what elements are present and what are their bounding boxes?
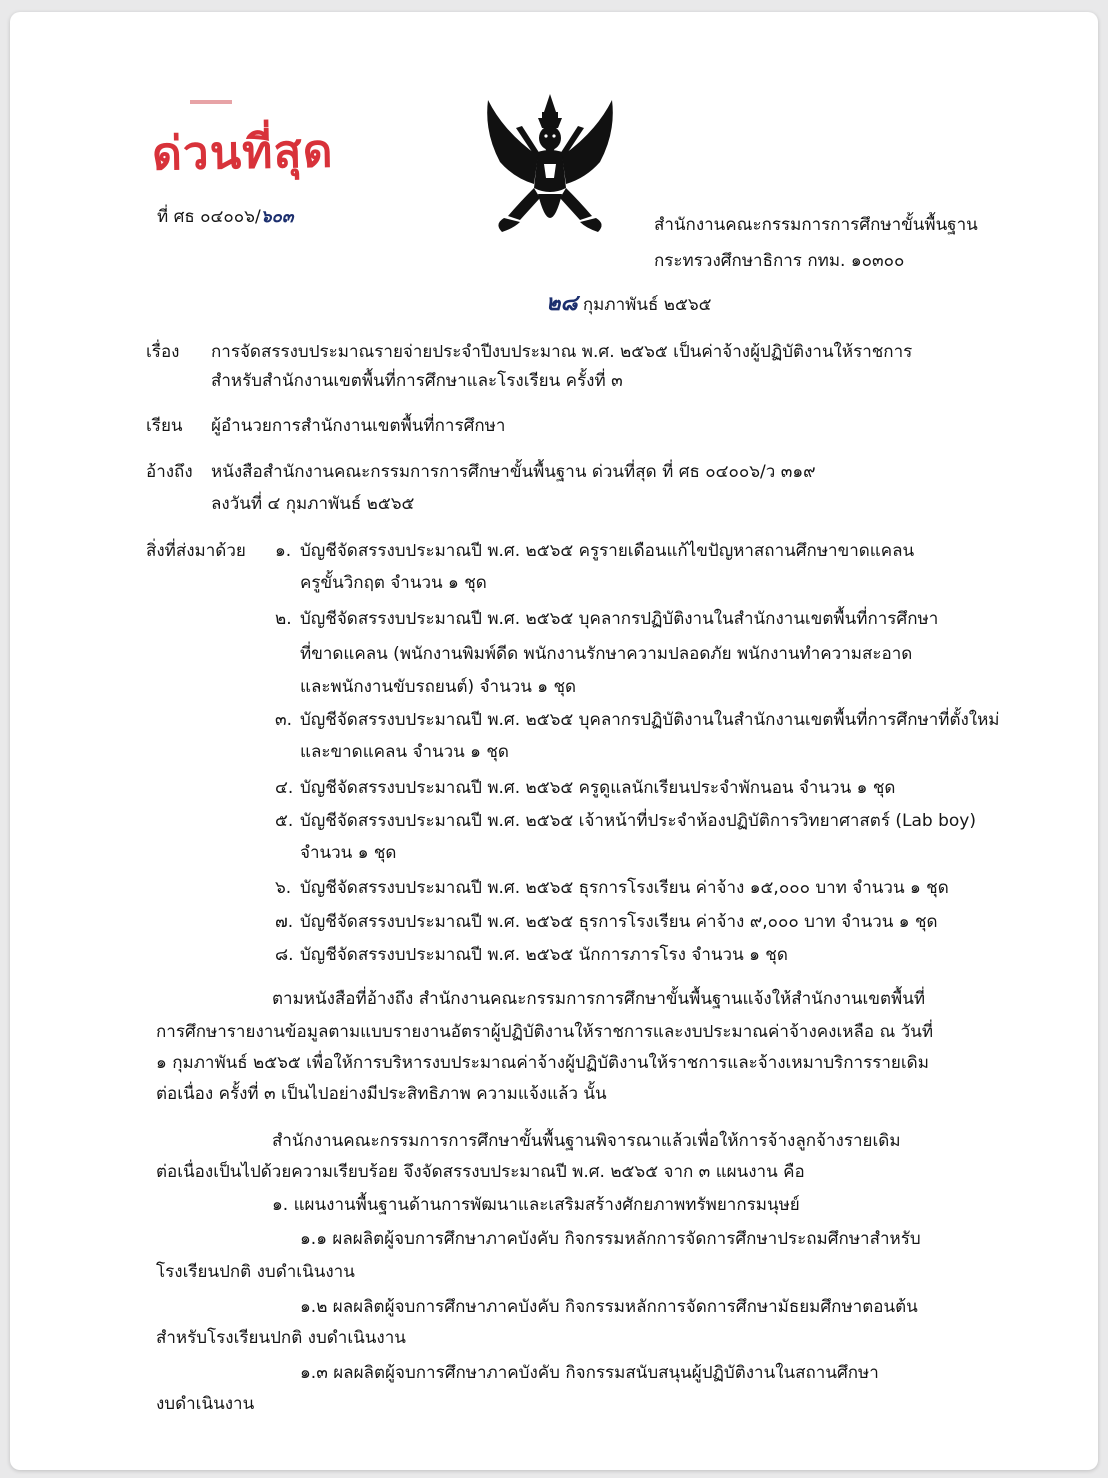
reference-number-handwritten: ๖๐๓	[260, 207, 294, 227]
organization-line-1: สำนักงานคณะกรรมการการศึกษาขั้นพื้นฐาน	[654, 215, 978, 235]
enclosure-line: บัญชีจัดสรรงบประมาณปี พ.ศ. ๒๕๖๕ ครูดูแลนักเรียนประจำพักนอน จำนวน ๑ ชุด	[300, 778, 896, 798]
enclosure-line: บัญชีจัดสรรงบประมาณปี พ.ศ. ๒๕๖๕ บุคลากรปฏิบัติงานในสำนักงานเขตพื้นที่การศึกษาที่ตั้งใหม่	[300, 710, 1000, 730]
enclosure-number: ๕.	[275, 811, 294, 831]
plan-sub-item-line: ๑.๒ ผลผลิตผู้จบการศึกษาภาคบังคับ กิจกรรมหลักการจัดการศึกษามัธยมศึกษาตอนต้น	[300, 1297, 918, 1317]
plan-sub-item-line: โรงเรียนปกติ งบดำเนินงาน	[156, 1262, 355, 1282]
enclosure-line: จำนวน ๑ ชุด	[300, 843, 397, 863]
subject-line-2: สำหรับสำนักงานเขตพื้นที่การศึกษาและโรงเรียน ครั้งที่ ๓	[211, 371, 623, 391]
body-paragraph-1-line: การศึกษารายงานข้อมูลตามแบบรายงานอัตราผู้ปฏิบัติงานให้ราชการและงบประมาณค่าจ้างคงเหลือ ณ วันที่	[156, 1022, 934, 1042]
date-day-handwritten: ๒๘	[546, 290, 578, 316]
recipient-label: เรียน	[146, 416, 183, 436]
plan-sub-item-line: สำหรับโรงเรียนปกติ งบดำเนินงาน	[156, 1328, 406, 1348]
reference-line-2: ลงวันที่ ๔ กุมภาพันธ์ ๒๕๖๕	[211, 494, 415, 514]
document-date	[546, 292, 711, 316]
reference-line-1: หนังสือสำนักงานคณะกรรมการการศึกษาขั้นพื้นฐาน ด่วนที่สุด ที่ ศธ ๐๔๐๐๖/ว ๓๑๙	[211, 462, 816, 482]
enclosure-line: บัญชีจัดสรรงบประมาณปี พ.ศ. ๒๕๖๕ ธุรการโรงเรียน ค่าจ้าง ๙,๐๐๐ บาท จำนวน ๑ ชุด	[300, 912, 938, 932]
body-paragraph-2-line: สำนักงานคณะกรรมการการศึกษาขั้นพื้นฐานพิจารณาแล้วเพื่อให้การจ้างลูกจ้างรายเดิม	[272, 1131, 901, 1151]
reference-number	[157, 206, 294, 228]
plan-sub-item-line: ๑.๑ ผลผลิตผู้จบการศึกษาภาคบังคับ กิจกรรมหลักการจัดการศึกษาประถมศึกษาสำหรับ	[300, 1229, 921, 1249]
reference-label: อ้างถึง	[146, 462, 193, 482]
enclosure-line: ครูขั้นวิกฤต จำนวน ๑ ชุด	[300, 573, 487, 593]
urgency-stamp-mark	[190, 100, 232, 104]
enclosure-number: ๖.	[275, 878, 292, 898]
enclosure-line: และพนักงานขับรถยนต์) จำนวน ๑ ชุด	[300, 677, 577, 697]
recipient-text: ผู้อำนวยการสำนักงานเขตพื้นที่การศึกษา	[211, 416, 506, 436]
plan-sub-item-line: ๑.๓ ผลผลิตผู้จบการศึกษาภาคบังคับ กิจกรรมสนับสนุนผู้ปฏิบัติงานในสถานศึกษา	[300, 1363, 879, 1383]
plan-heading: ๑. แผนงานพื้นฐานด้านการพัฒนาและเสริมสร้างศักยภาพทรัพยากรมนุษย์	[272, 1195, 800, 1215]
enclosure-number: ๒.	[275, 609, 292, 629]
enclosures-label: สิ่งที่ส่งมาด้วย	[146, 541, 246, 561]
garuda-emblem-icon	[474, 92, 626, 248]
subject-line-1: การจัดสรรงบประมาณรายจ่ายประจำปีงบประมาณ พ.ศ. ๒๕๖๕ เป็นค่าจ้างผู้ปฏิบัติงานให้ราชการ	[211, 342, 913, 362]
enclosure-line: บัญชีจัดสรรงบประมาณปี พ.ศ. ๒๕๖๕ นักการภารโรง จำนวน ๑ ชุด	[300, 945, 788, 965]
enclosure-line: และขาดแคลน จำนวน ๑ ชุด	[300, 742, 509, 762]
urgency-stamp: ด่วนที่สุด	[151, 123, 334, 181]
body-paragraph-1-line: ตามหนังสือที่อ้างถึง สำนักงานคณะกรรมการการศึกษาขั้นพื้นฐานแจ้งให้สำนักงานเขตพื้นที่	[272, 989, 926, 1009]
body-paragraph-1-line: ต่อเนื่อง ครั้งที่ ๓ เป็นไปอย่างมีประสิทธิภาพ ความแจ้งแล้ว นั้น	[156, 1084, 607, 1104]
reference-prefix: ที่ ศธ ๐๔๐๐๖/	[157, 207, 261, 227]
enclosure-number: ๔.	[275, 778, 294, 798]
enclosure-line: บัญชีจัดสรรงบประมาณปี พ.ศ. ๒๕๖๕ เจ้าหน้าที่ประจำห้องปฏิบัติการวิทยาศาสตร์ (Lab boy)	[300, 811, 976, 831]
enclosure-number: ๓.	[275, 710, 293, 730]
enclosure-line: บัญชีจัดสรรงบประมาณปี พ.ศ. ๒๕๖๕ บุคลากรปฏิบัติงานในสำนักงานเขตพื้นที่การศึกษา	[300, 609, 939, 629]
body-paragraph-2-line: ต่อเนื่องเป็นไปด้วยความเรียบร้อย จึงจัดสรรงบประมาณปี พ.ศ. ๒๕๖๕ จาก ๓ แผนงาน คือ	[156, 1162, 805, 1182]
enclosure-line: บัญชีจัดสรรงบประมาณปี พ.ศ. ๒๕๖๕ ธุรการโรงเรียน ค่าจ้าง ๑๕,๐๐๐ บาท จำนวน ๑ ชุด	[300, 878, 949, 898]
enclosure-number: ๑.	[275, 541, 292, 561]
enclosure-line: บัญชีจัดสรรงบประมาณปี พ.ศ. ๒๕๖๕ ครูรายเดือนแก้ไขปัญหาสถานศึกษาขาดแคลน	[300, 541, 915, 561]
enclosure-line: ที่ขาดแคลน (พนักงานพิมพ์ดีด พนักงานรักษาความปลอดภัย พนักงานทำความสะอาด	[300, 644, 913, 664]
date-month-year: กุมภาพันธ์ ๒๕๖๕	[582, 295, 712, 315]
body-paragraph-1-line: ๑ กุมภาพันธ์ ๒๕๖๕ เพื่อให้การบริหารงบประมาณค่าจ้างผู้ปฏิบัติงานให้ราชการและจ้างเหมาบริการรายเดิม	[156, 1053, 929, 1073]
subject-label: เรื่อง	[146, 342, 180, 362]
enclosure-number: ๗.	[275, 912, 294, 932]
enclosure-number: ๘.	[275, 945, 294, 965]
organization-line-2: กระทรวงศึกษาธิการ กทม. ๑๐๓๐๐	[654, 251, 905, 271]
plan-sub-item-line: งบดำเนินงาน	[156, 1394, 255, 1414]
